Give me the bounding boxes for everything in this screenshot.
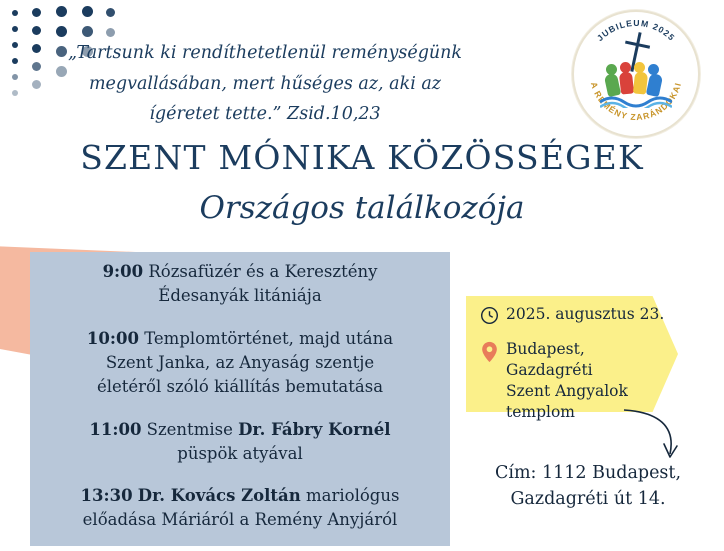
program-emphasis: Dr. Kovács Zoltán — [137, 486, 301, 506]
program-item — [40, 484, 440, 532]
decorative-dot — [12, 10, 18, 16]
decorative-dot — [82, 6, 93, 17]
program-item — [40, 418, 440, 466]
address-line: Gazdagréti út 14. — [510, 489, 666, 510]
jubilee-logo-badge — [572, 10, 700, 138]
program-text: Édesanyák litániája — [158, 285, 322, 305]
quote-line: megvallásában, mert hűséges az, aki az — [88, 73, 442, 94]
decorative-dot — [56, 6, 67, 17]
address-line: Cím: 1112 Budapest, — [494, 463, 682, 483]
quote-line: ígéretet tette.” Zsid.10,23 — [149, 104, 381, 125]
pilgrims-icon — [606, 64, 617, 75]
wave-icon — [600, 94, 672, 108]
program-time: 13:30 — [80, 486, 133, 506]
info-location-line: templom — [506, 402, 576, 421]
info-location-line: Szent Angyalok — [506, 381, 628, 400]
quote-block — [55, 38, 475, 130]
program-text: életéről szóló kiállítás bemutatása — [96, 376, 384, 396]
program-text: Templomtörténet, majd utána — [144, 328, 394, 348]
decorative-dot — [32, 26, 41, 35]
decorative-dot — [106, 28, 115, 37]
decorative-dot — [12, 58, 18, 64]
pilgrims-icon — [620, 62, 631, 73]
program-time: 11:00 — [89, 419, 142, 439]
pilgrims-icon — [634, 62, 645, 73]
program-time: 9:00 — [102, 262, 144, 281]
program-text: Szent Janka, az Anyaság szentje — [105, 352, 375, 372]
decorative-dot — [32, 62, 41, 71]
map-pin-icon — [480, 339, 506, 369]
info-date: 2025. augusztus 23. — [506, 305, 665, 323]
decorative-dot — [32, 44, 41, 53]
program-text: előadása Máriáról a Remény Anyjáról — [82, 510, 398, 530]
quote-line: „Tartsunk ki rendíthetetlenül reménységünk — [67, 43, 463, 63]
decorative-dot — [12, 42, 18, 48]
pilgrims-icon — [619, 71, 634, 94]
decorative-dot — [32, 80, 41, 89]
decorative-dot — [12, 26, 18, 32]
info-date-row — [480, 304, 670, 331]
page-subtitle: Országos találkozója — [199, 190, 525, 226]
curved-arrow-icon — [620, 408, 690, 466]
clock-icon — [480, 304, 506, 331]
program-list — [40, 252, 440, 551]
decorative-dot — [32, 8, 41, 17]
logo-bottom-text: A REMÉNY ZARÁNDOKAI — [588, 80, 684, 123]
decorative-dot — [12, 74, 18, 80]
program-item — [40, 260, 440, 308]
program-text: Szentmise — [146, 419, 239, 439]
program-text: püspök atyával — [177, 443, 303, 463]
decorative-dot — [12, 90, 18, 96]
logo-top-text: JUBILEUM 2025 — [594, 17, 678, 44]
program-text: mariológus — [300, 486, 400, 506]
decorative-dot — [106, 8, 115, 17]
address-block — [468, 460, 708, 513]
decorative-dot — [82, 26, 93, 37]
pilgrims-icon — [648, 64, 659, 75]
info-location-line: Budapest, Gazdagréti — [506, 339, 593, 379]
program-emphasis: Dr. Fábry Kornél — [238, 419, 391, 439]
page-title: SZENT MÓNIKA KÖZÖSSÉGEK — [80, 138, 644, 177]
program-time: 10:00 — [86, 328, 139, 348]
decorative-dot — [56, 26, 67, 37]
program-item — [40, 327, 440, 399]
program-text: Rózsafüzér és a Keresztény — [148, 262, 378, 281]
